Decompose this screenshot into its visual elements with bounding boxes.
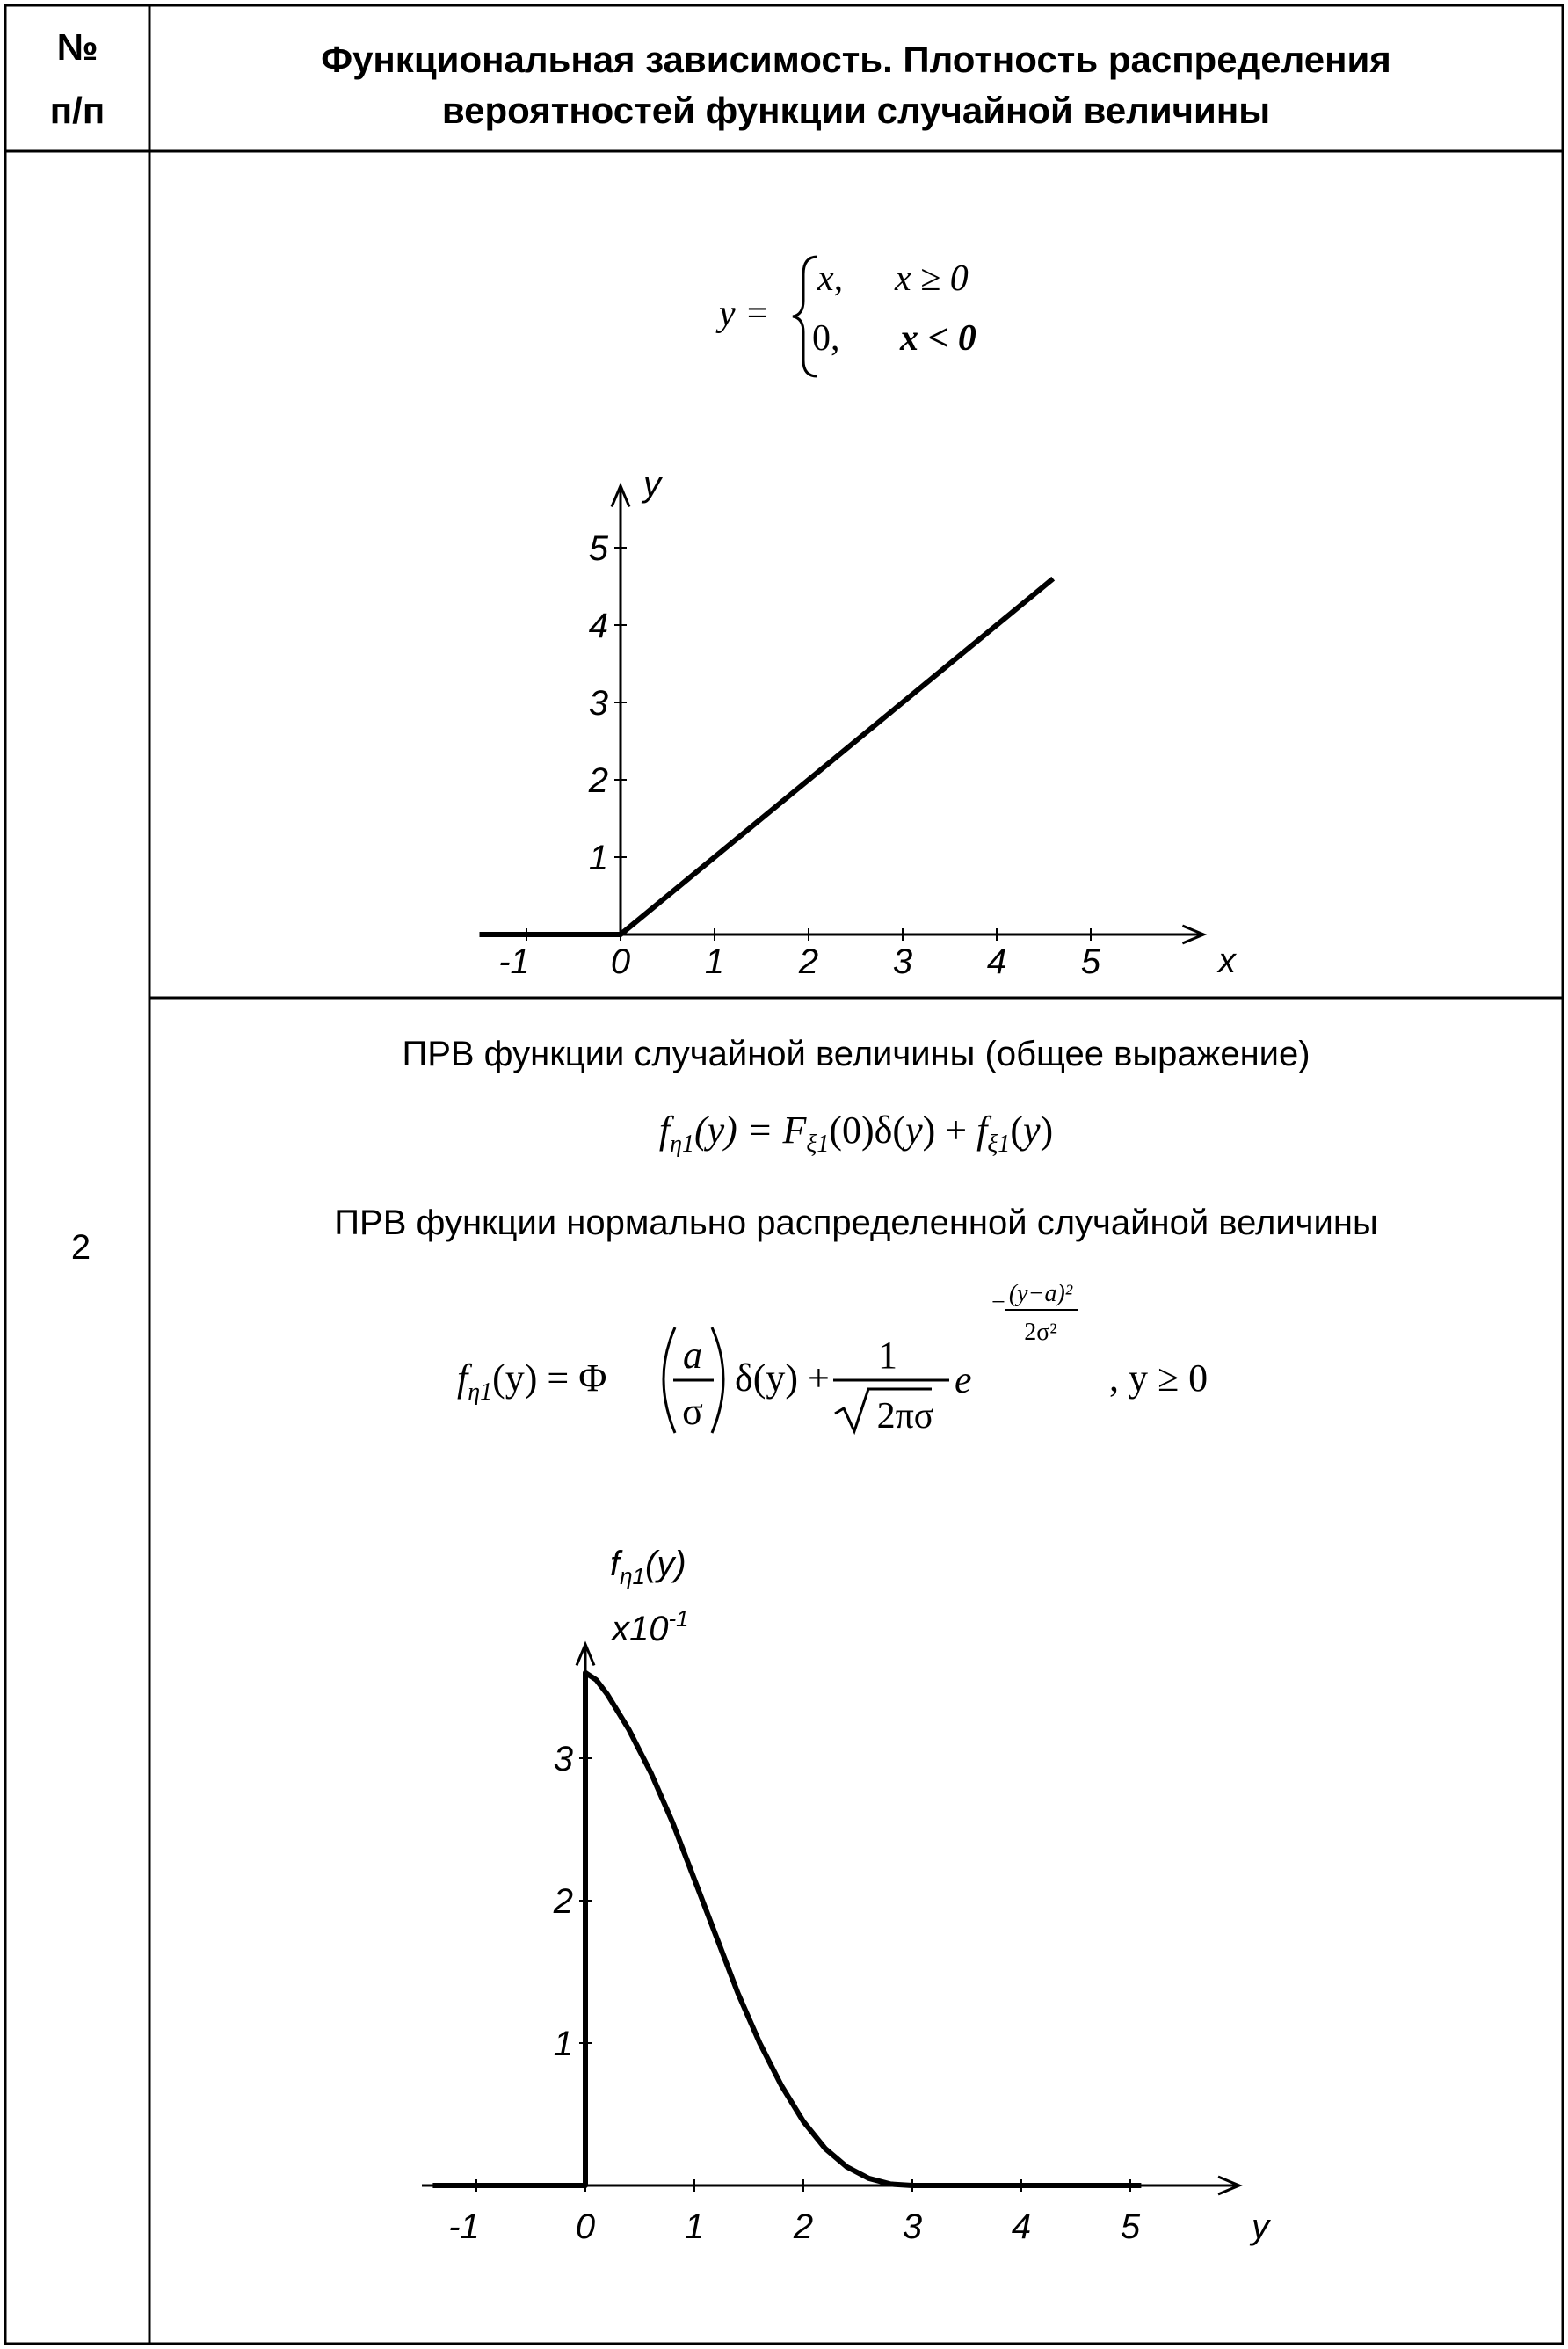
y-tick-label: 1 [588, 839, 608, 877]
header-number-line1: № [56, 26, 98, 68]
x-axis-label: x [1218, 942, 1236, 980]
condition: , y ≥ 0 [1109, 1356, 1209, 1400]
pdf-general-formula-text: $f_{\eta 1}(y) = F_{\xi 1}(0)\delta(y) + f_{\xi 1}(y)$ [658, 1109, 1054, 1158]
const-den: 2πσ [876, 1396, 934, 1436]
frac-a: a [683, 1334, 702, 1377]
y-axis-label: y [643, 465, 661, 504]
header-title-line2: вероятностей функции случайной величины [441, 90, 1271, 131]
pdf-general-caption: ПРВ функции случайной величины (общее выражение) [402, 1035, 1310, 1073]
y-tick-label: 3 [588, 684, 608, 723]
x-tick-label: 2 [798, 942, 819, 981]
x-tick-label: 3 [892, 942, 913, 981]
exp-den: 2σ² [1024, 1319, 1057, 1346]
y-tick-label: 1 [553, 2025, 573, 2063]
x-tick-label: 0 [575, 2207, 596, 2246]
x-tick-label: 1 [704, 942, 725, 981]
y-axis-multiplier: $x10^{-1}$ [612, 1605, 689, 1648]
x-tick-label: 5 [1120, 2207, 1141, 2246]
table-border [5, 5, 1563, 2344]
y-axis-label: $f_{\eta 1}(y)$ [610, 1545, 686, 1589]
y-tick-label: 4 [588, 607, 608, 645]
y-tick-label: 5 [588, 529, 608, 568]
formula-lhs: y = [719, 294, 770, 334]
x-tick-label: 4 [986, 942, 1007, 981]
case2-condition: x < 0 [900, 318, 976, 359]
series-line [480, 578, 1054, 935]
header-title-line1: Функциональная зависимость. Плотность распределения [321, 39, 1391, 80]
pdf-normal-lhs: $f_{\eta 1}(y) = \Phi$ [457, 1356, 607, 1406]
x-tick-label: 3 [902, 2207, 923, 2246]
x-tick-label: 2 [793, 2207, 814, 2246]
exp-num: (y−a)² [1008, 1280, 1073, 1307]
exp-minus: − [991, 1289, 1005, 1316]
x-axis-label: y [1252, 2207, 1269, 2246]
x-tick-label: 1 [684, 2207, 705, 2246]
truncated-normal-pdf-chart [422, 1545, 1272, 2246]
frac-sigma: σ [682, 1390, 703, 1433]
x-tick-label: 5 [1080, 942, 1101, 981]
case1-condition: x ≥ 0 [895, 258, 969, 299]
pdf-normal-caption: ПРВ функции нормально распределенной случайной величины [334, 1204, 1378, 1242]
pdf-normal-formula [457, 1280, 1208, 1436]
x-tick-label: 0 [610, 942, 631, 981]
x-tick-label: 4 [1011, 2207, 1032, 2246]
x-tick-label: -1 [498, 942, 530, 981]
case1-value: x, [817, 258, 844, 299]
row-number: 2 [70, 1228, 91, 1267]
exp-base: e [955, 1358, 972, 1401]
case2-value: 0, [812, 318, 840, 359]
header-number-line2: п/п [49, 90, 105, 131]
table-grid [5, 5, 1563, 2344]
linear-ramp-chart [480, 465, 1238, 981]
y-tick-label: 2 [553, 1882, 573, 1921]
const-num: 1 [878, 1334, 897, 1377]
x-tick-label: -1 [448, 2207, 480, 2246]
y-tick-label: 2 [588, 761, 608, 800]
piecewise-formula [715, 257, 976, 376]
pdf-general-formula [659, 1109, 1053, 1158]
series-line [432, 1673, 1141, 2185]
y-tick-label: 3 [553, 1740, 573, 1778]
delta-term: δ(y) + [735, 1356, 830, 1400]
